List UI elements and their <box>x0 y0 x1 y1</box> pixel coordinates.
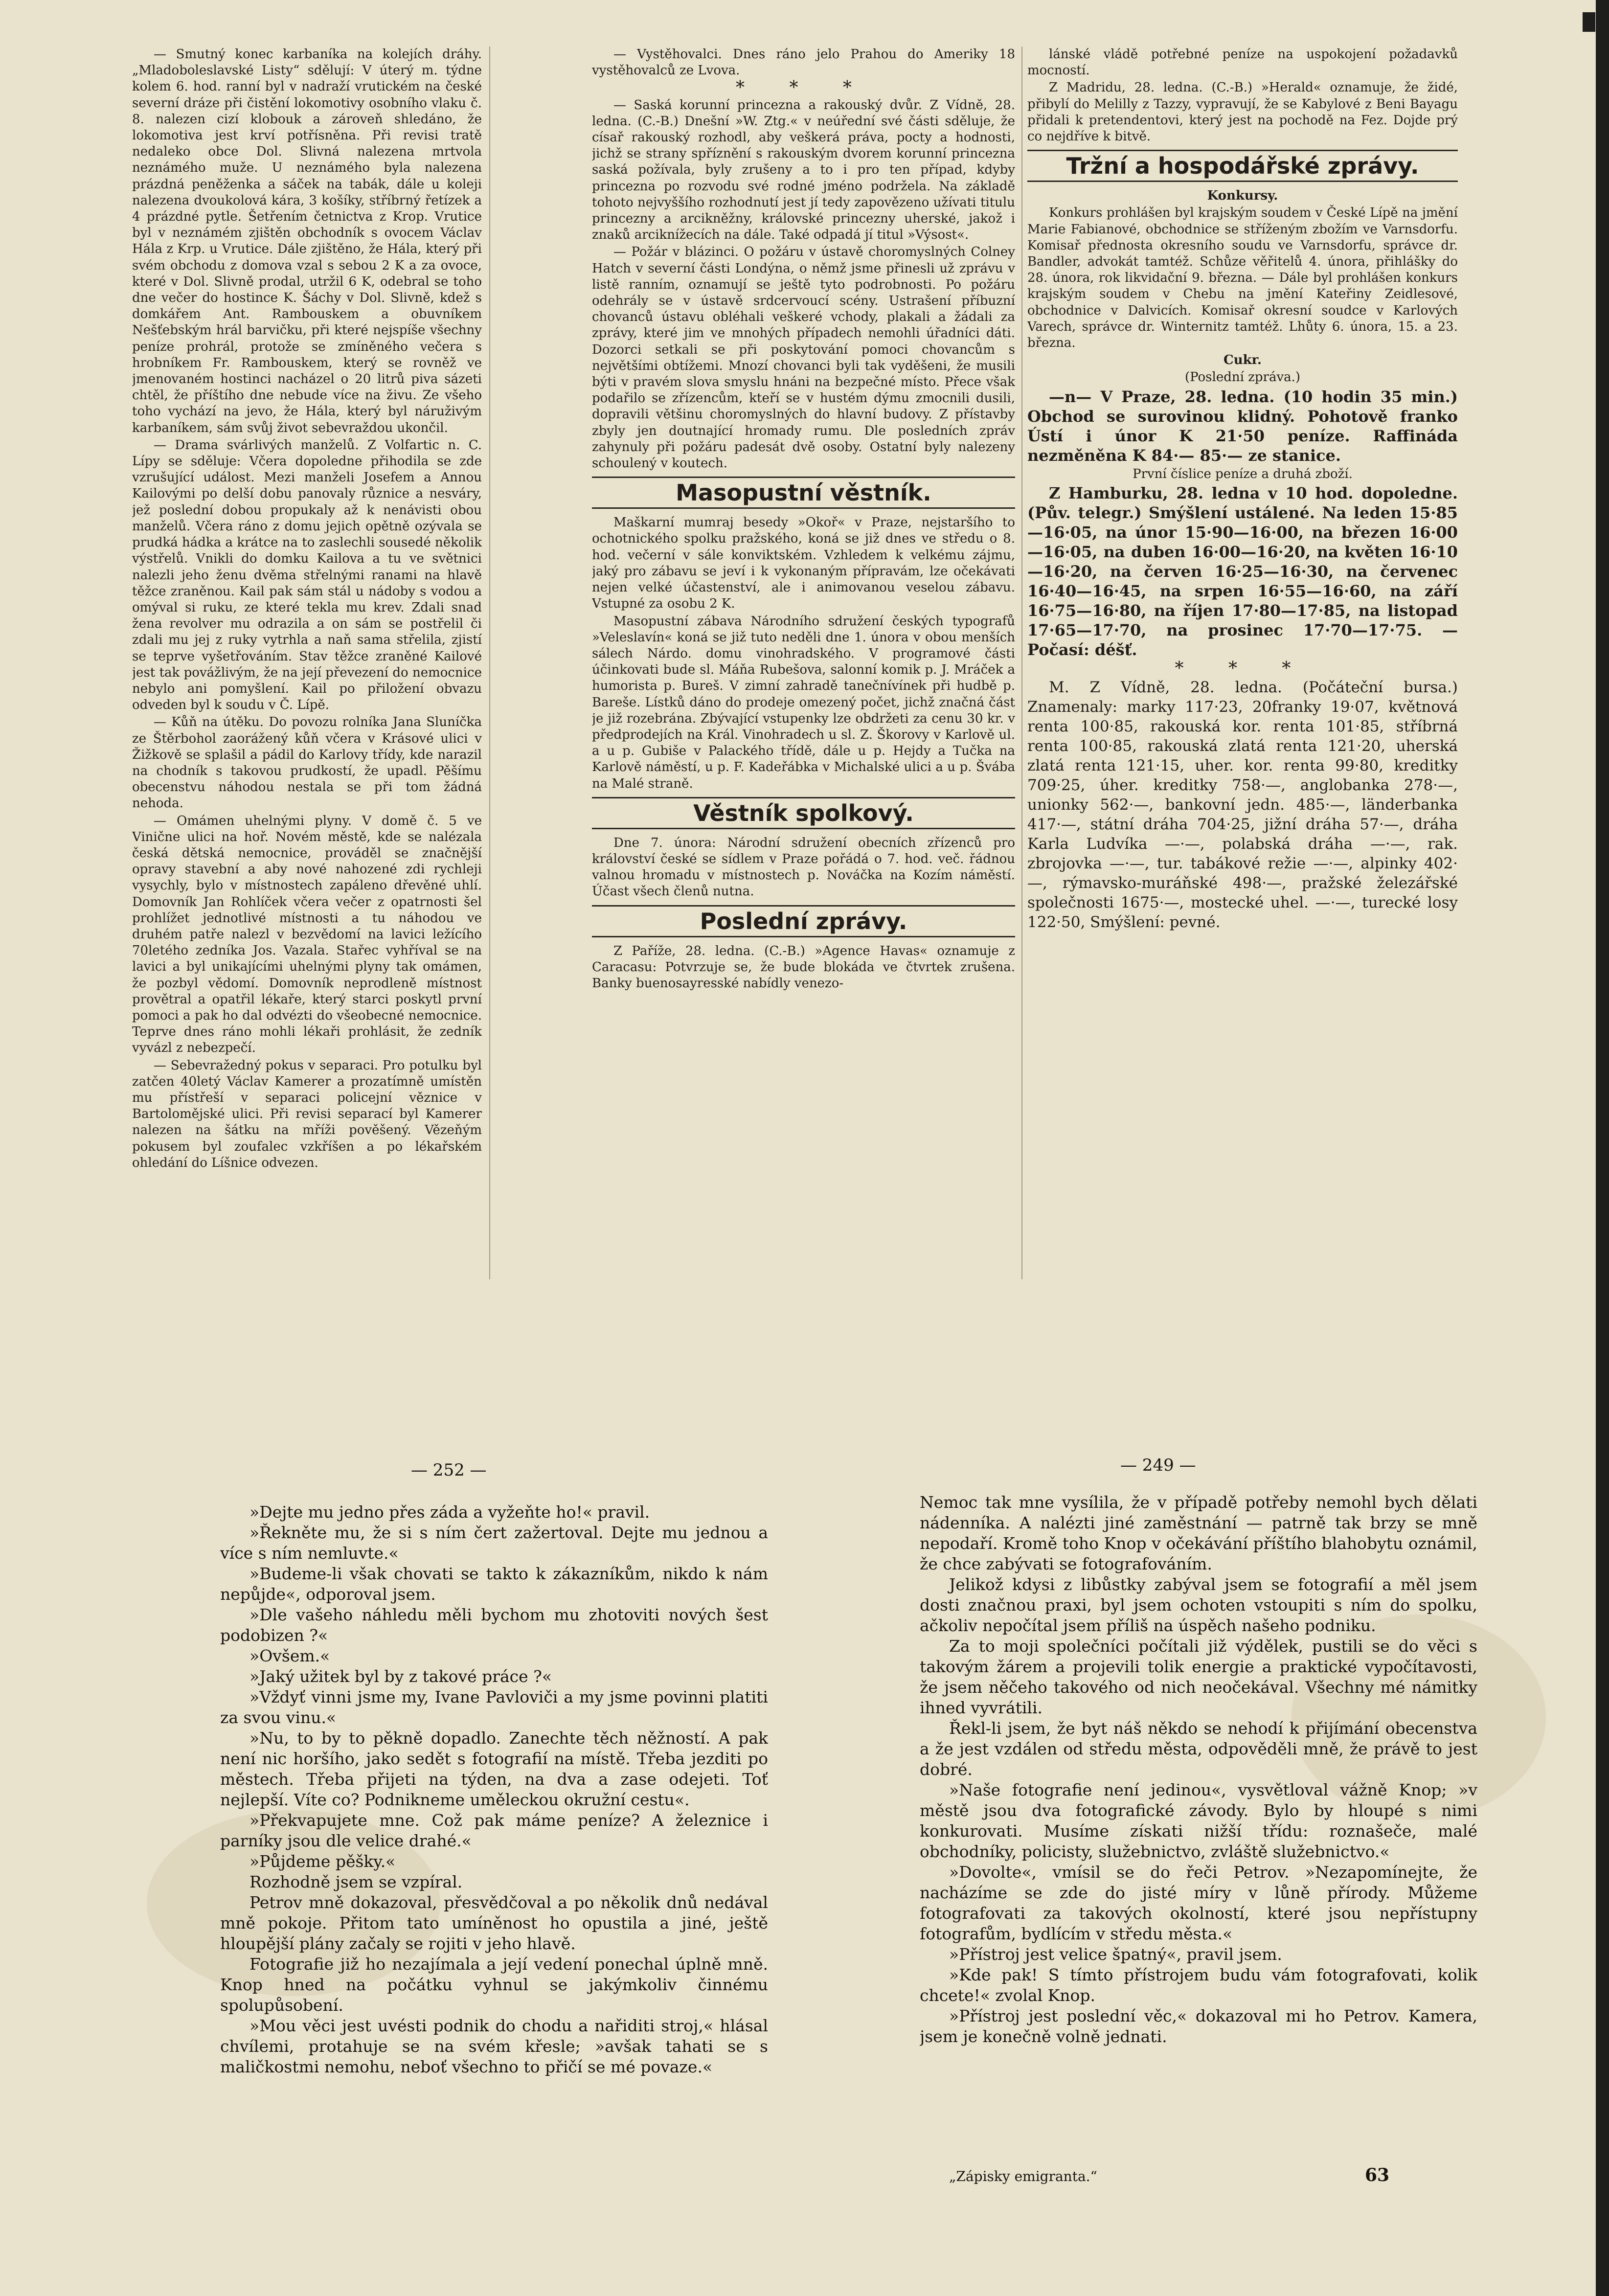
footer-title: „Zápisky emigranta.“ <box>949 2168 1097 2184</box>
news-article: — Saská korunní princezna a rakouský dvůr. Z Vídně, 28. ledna. (C.-B.) Dnešní »W. Ztg.« v neúřední své části sděluje, že císař rakouský rozhodl, aby veškerá práva, pocty a hodnosti, jichž se strany spříznění s rakouským dvorem korunní princezna saská požívala, byly zrušeny a to i pro ten případ, kdyby princezna po rozvodu své rodné jméno podržela. Na základě tohoto nejvyššího rozhodnutí jest jí tedy zapovězeno užívati titulu princezny a arcikněžny, královské princezny uherské, jakož i znaků arciknížecích na dále. Také odpadá jí titul »Výsost«. <box>592 97 1015 243</box>
separator-stars: * * * <box>1175 658 1311 679</box>
book-paragraph: »Přístroj jest poslední věc,« dokazoval mi ho Petrov. Kamera, jsem je konečně volně jednati. <box>920 2006 1477 2046</box>
column-rule <box>489 46 490 1279</box>
section-heading: Masopustní věstník. <box>592 477 1015 509</box>
page-number: — 252 — <box>411 1460 487 1480</box>
news-article: — Drama svárlivých manželů. Z Volfartic n. C. Lípy se sděluje: Včera dopoledne přihodila se zde vzrušující událost. Mezi manželi Josefem a Annou Kailovými po delší dobu panovaly různice a nesváry, jež poslední dobou propukaly až k nenávisti obou manželů. Včera ráno z domu jejich opětně ozývala se prudká hádka a krátce na to zaslechli sousedé několik výstřelů. Vnikli do domku Kailova a tu ve světnici nalezli jeho ženu dvěma střelnými ranami na hlavě těžce zraněnou. Kail pak sám stál u nádoby s vodou a omýval si ruku, ze které tekla mu krev. Zdali snad žena revolver mu odrazila a on sám se postřelil či zdali mu jej z ruky vytrhla a naň sama střelila, zjistí se teprve vyšetřováním. Stav těžce zraněné Kailové jest tak povážlivým, že na její převezení do nemocnice nebylo ani pomyšlení. Kail po přiložení obvazu odveden byl k soudu v Č. Lípě. <box>132 437 482 713</box>
book-paragraph: Fotografie již ho nezajímala a její vedení ponechal úplně mně. Knop hned na počátku vyhnul se jakýmkoliv činnému spolupůsobení. <box>220 1955 768 2015</box>
market-report: M. Z Vídně, 28. ledna. (Počáteční bursa.) Znamenaly: marky 117·23, 20franky 19·07, květnová renta 100·85, rakouská kor. renta 101·85, stříbrná renta 100·85, rakouská zlatá renta 121·20, uherská zlatá renta 121·15, uher. kor. renta 99·80, kreditky 709·25, úher. kreditky 758·—, anglobanka 278·—, unionky 562·—, bankovní jedn. 485·—, länderbanka 417·—, státní dráha 704·25, jižní dráha 57·—, dráha Karla Ludvíka —·—, polabská dráha —·—, rak. zbrojovka —·—, tur. tabákové režie —·—, alpinky 402·—, rýmavsko-muráňské 498·—, pražské železářské společnosti 1675·—, mostecké uhel. —·—, turecké losy 122·50, Smýšlení: pevné. <box>1027 679 1458 932</box>
book-paragraph: Řekl-li jsem, že byt náš někdo se nehodí k přijímání obecenstva a že jest vzdálen od středu města, odpověděli mně, že právě to jest dobré. <box>920 1719 1477 1779</box>
section-heading: Věstník spolkový. <box>592 797 1015 829</box>
book-paragraph: »Ovšem.« <box>249 1646 330 1665</box>
book-paragraph: »Mou věci jest uvésti podnik do chodu a nařiditi stroj,« hlásal chvílemi, protahuje se na svém křesle; »avšak tahati se s maličkostmi nemohu, neboť všechno to přičí se mé povaze.« <box>220 2016 768 2076</box>
news-article: Konkurs prohlášen byl krajským soudem v České Lípě na jmění Marie Fabianové, obchodnice se stříženým zbožím ve Varnsdorfu. Komisař přednosta okresního soudu ve Varnsdorfu, správce dr. Bandler, advokát tamtéž. Schůze věřitelů 4. února, přihlášky do 28. února, rok likvidační 9. března. — Dále byl prohlášen konkurs krajským soudem v Chebu na jmění Kateřiny Zeidlesové, obchodnice v Dalvicích. Komisař okresní soudce v Karlových Varech, správce dr. Winternitz tamtéž. Lhůty 6. února, 15. a 23. března. <box>1027 205 1458 351</box>
news-column-3 <box>1027 46 1458 1270</box>
news-article: Maškarní mumraj besedy »Okoř« v Praze, nejstaršího to ochotnického spolku pražského, koná se již dnes ve středu o 8. hod. večerní v sále konviktském. Vzhledem k velkému zájmu, jaký pro zábavu se jeví i k vykonaným přípravám, lze očekávati nejen velké účastenství, ale i animovanou veselou zábavu. Vstupné za osobu 2 K. <box>592 515 1015 612</box>
market-report: Z Hamburku, 28. ledna v 10 hod. dopoledne. (Pův. telegr.) Smýšlení ustálené. Na leden 15·85—16·05, na únor 15·90—16·00, na březen 16·00—16·05, na duben 16·00—16·20, na květen 16·10—16·20, na červen 16·25—16·30, na červenec 16·40—16·45, na srpen 16·55—16·60, na září 16·75—16·80, na říjen 17·80—17·85, na listopad 17·65—17·70, na prosinec 17·70—17·75. — Počasí: déšť. <box>1027 483 1458 659</box>
book-paragraph: Nemoc tak mne vysílila, že v případě potřeby nemohl bych dělati nádenníka. A nalézti jiné zaměstnání — patrně tak brzy se mně nepodaří. Kromě toho Knop v očekávání příštího blahobytu oznámil, že chce zabývati se fotografováním. <box>920 1493 1477 1573</box>
news-column-1 <box>132 46 482 1270</box>
section-heading: Poslední zprávy. <box>592 905 1015 937</box>
book-paragraph: Za to moji společníci počítali již výdělek, pustili se do věci s takovým žárem a projevili tolik energie a praktické vypočítavosti, že jsem něčeho takového od nich neočekával. Všechny mé námitky ihned vyvrátili. <box>920 1637 1477 1717</box>
section-heading: Tržní a hospodářské zprávy. <box>1027 150 1458 182</box>
news-article: — Smutný konec karbaníka na kolejích dráhy. „Mladoboleslavské Listy“ sdělují: V úterý m. týdne kolem 6. hod. ranní byl v nadraží vrutickém na české severní dráze při čistění lokomotivy osobního vlaku č. 8. nalezen cizí klobouk a zároveň shledáno, že lokomotiva jest krví potřísněna. Při revisi tratě nedaleko obce Dol. Slivná nalezena mrtvola neznámého muže. U neznámého byla nalezena prázdná peněženka a sáček na tabák, dále u koleji nalezena dvoukolová kára, 3 košíky, stříbrný řetízek a 4 prázdné pytle. Šetřením četnictva z Krop. Vrutice byl v neznámém zjištěn obchodník s ovocem Václav Hála z Krp. u Vrutice. Dále zjištěno, že Hála, který při svém obchodu z domova vzal s sebou 2 K a za ovoce, které v Dol. Slivně prodal, utržil 6 K, odebral se toho dne večer do hostince K. Šáchy v Dol. Slivně, kdež s domkářem Ant. Rambouskem a obuvníkem Nešťebským hrál barvičku, při které nejspíše všechny peníze prohrál, protože se zmíněného večera s hrobníkem Fr. Rambouskem, který se rovněž ve jmenovaném hostinci nacházel o 20 litrů piva sázeti chtěl, že příštího dne nebude více na živu. Ze všeho toho vychází na jevo, že Hála, který byl náruživým karbaníkem, sám svůj život sebevraždou ukončil. <box>132 47 482 435</box>
market-note: První číslice peníze a druhá zboží. <box>1133 466 1353 481</box>
book-paragraph: »Řekněte mu, že si s ním čert zažertoval. Dejte mu jednou a více s ním nemluvte.« <box>220 1523 768 1563</box>
book-page-right <box>920 1492 1477 2162</box>
subsection-heading: Konkursy. <box>1207 188 1278 204</box>
book-paragraph: »Dle vašeho náhledu měli bychom mu zhotoviti nových šest podobizen ?« <box>220 1605 768 1645</box>
book-page-left <box>220 1502 768 2118</box>
news-article: lánské vládě potřebné peníze na uspokojení požadavků mocností. <box>1027 47 1458 78</box>
book-paragraph: »Překvapujete mne. Což pak máme peníze? A železnice i parníky jsou dle velice drahé.« <box>220 1811 768 1850</box>
book-paragraph: Jelikož kdysi z libůstky zabýval jsem se fotografií a měl jsem dosti značnou praxi, byl jsem ochoten vstoupiti s ním do spolku, ačkoliv nepočítal jsem příliš na úspěch našeho podniku. <box>920 1575 1477 1635</box>
binding-tab <box>1583 12 1595 32</box>
binding-edge <box>1596 0 1609 2296</box>
book-paragraph: »Dejte mu jedno přes záda a vyžeňte ho!« pravil. <box>249 1502 650 1522</box>
news-article: Z Madridu, 28. ledna. (C.-B.) »Herald« oznamuje, že židé, přibylí do Melilly z Tazzy, vypravují, že se Kabylové z Beni Bayagu přidali k pretendentovi, který jest na pochodě na Fez. Dojde prý co nejdříve k bitvě. <box>1027 80 1458 144</box>
market-report: —n— V Praze, 28. ledna. (10 hodin 35 min.) Obchod se surovinou klidný. Pohotově franko Ústí i únor K 21·50 peníze. Raffináda nezměněna K 84·— 85·— ze stanice. <box>1027 387 1458 465</box>
page-number: — 249 — <box>1120 1455 1196 1475</box>
news-article: — Kůň na útěku. Do povozu rolníka Jana Sluníčka ze Štěrbohol zaorážený kůň včera v Krásové ulici v Žižkově se splašil a pádil do Karlovy třídy, kde narazil na chodník s takovou prudkostí, že upadl. Pěšímu obecenstvu náhodou nestala se při tom žádná nehoda. <box>132 715 482 811</box>
subsection-note: (Poslední zpráva.) <box>1184 370 1301 385</box>
book-paragraph: »Přístroj jest velice špatný«, pravil jsem. <box>949 1945 1282 1964</box>
news-column-2 <box>592 46 1015 1274</box>
column-rule <box>1021 46 1022 1279</box>
news-article: Masopustní zábava Národního sdružení českých typografů »Veleslavín« koná se již tuto neděli dne 1. února v obou menších sálech Nárdo. domu vinohradského. V programové části účinkovati bude sl. Máňa Rubešova, salonní komik p. J. Mráček a humorista p. Bureš. V zimní zahradě tanečnívínek při hudbě p. Bareše. Lístků dáno do prodeje omezený počet, jichž značná část je již rozebrána. Zbývající vstupenky lze obdržeti za cenu 30 kr. v předprodejích na Král. Vinohradech u sl. Z. Škorovy v Karlově ul. a u p. Gubiše v Palackého třídě, dále u p. Hejdy a Tučka na Karlově náměstí, u p. F. Kadeřábka v Michalské ulici a u p. Švába na Malé straně. <box>592 614 1015 791</box>
book-paragraph: »Jaký užitek byl by z takové práce ?« <box>249 1667 552 1686</box>
book-paragraph: »Vždyť vinni jsme my, Ivane Pavloviči a my jsme povinni platiti za svou vinu.« <box>220 1687 768 1727</box>
news-article: — Požár v blázinci. O požáru v ústavě choromyslných Colney Hatch v severní části Londýna, o němž jsme přinesli už zprávu v listě ranním, oznamují se ještě tyto podrobnosti. Po požáru odehrály se v ústavě srdcervoucí scény. Ustrašení příbuzní chovanců ústavu obléhali veškeré vchody, plakali a žádali za zprávy, které jim ve mnohých případech nemohli úřadníci dáti. Dozorci setkali se při poskytování pomoci chovancům s největšími obtížemi. Mnozí chovanci byli tak vyděšeni, že musili býti v pravém slova smyslu hnáni na bezpečné místo. Přece však podařilo se zřízencům, kteří se v hustém dýmu zmocnili dusili, dopravili většinu choromyslných do hlavní budovy. Z přístavby zbyly jen doutnající hromady rumu. Dle posledních zpráv zahynuly při požáru padesát dvě osoby. Ostatní byly nalezeny schoulený v koutech. <box>592 245 1015 471</box>
news-article: — Sebevražedný pokus v separaci. Pro potulku byl zatčen 40letý Václav Kamerer a prozatímně umístěn mu přístřeší v separaci policejní věznice v Bartolomějské ulici. Při revisi separací byl Kamerer nalezen na šátku na mříži pověšený. Vězeňým pokusem byl zoufalec vzkříšen a po lékařském ohledání do Líšnice odvezen. <box>132 1058 482 1170</box>
book-paragraph: »Kde pak! S tímto přístrojem budu vám fotografovati, kolik chcete!« zvolal Knop. <box>920 1965 1477 2005</box>
separator-stars: * * * <box>736 78 871 98</box>
book-paragraph: Rozhodně jsem se vzpíral. <box>249 1872 463 1891</box>
book-paragraph: »Půjdeme pěšky.« <box>249 1852 396 1871</box>
book-paragraph: »Nu, to by to pěkně dopadlo. Zanechte těch něžností. A pak není nic horšího, jako sedět s fotografií na místě. Třeba jezditi po městech. Třeba přijeti na týden, na dva a zase odejeti. Toť nejlepší. Víte co? Podnikneme uměleckou okružní cestu«. <box>220 1728 768 1809</box>
news-article: — Vystěhovalci. Dnes ráno jelo Prahou do Ameriky 18 vystěhovalců ze Lvova. <box>592 47 1015 78</box>
footer-page-number: 63 <box>1365 2165 1390 2185</box>
book-paragraph: »Dovolte«, vmísil se do řeči Petrov. »Nezapomínejte, že nacházíme se zde do jisté míry v lůně přírody. Můžeme fotografovati za takových okolností, které jsou nepřístupny fotografům, bydlícím v středu města.« <box>920 1863 1477 1943</box>
book-paragraph: »Naše fotografie není jedinou«, vysvětloval vážně Knop; »v městě jsou dva fotografické závody. Bylo by hloupé s nimi konkurovati. Musíme získati nižší třídu: roznašeče, malé obchodníky, policisty, služebnictvo, zvláště služebnictvo.« <box>920 1780 1477 1861</box>
book-paragraph: »Budeme-li však chovati se takto k zákazníkům, nikdo k nám nepůjde«, odporoval jsem. <box>220 1564 768 1604</box>
book-paragraph: Petrov mně dokazoval, přesvědčoval a po několik dnů nedával mně pokoje. Přitom tato umíněnost ho opustila a jiné, ještě hloupější plány začaly se rojiti v jeho hlavě. <box>220 1893 768 1953</box>
news-article: Z Paříže, 28. ledna. (C.-B.) »Agence Havas« oznamuje z Caracasu: Potvrzuje se, že bude blokáda ve čtvrtek zrušena. Banky buenosayresské nabídly venezo- <box>592 943 1015 991</box>
subsection-heading: Cukr. <box>1224 353 1262 368</box>
news-article: Dne 7. února: Národní sdružení obecních zřízenců pro království české se sídlem v Praze pořádá o 7. hod. več. řádnou valnou hromadu v místnostech p. Nováčka na Kozím náměstí. Účast všech členů nutna. <box>592 835 1015 899</box>
news-article: — Omámen uhelnými plyny. V domě č. 5 ve Vinične ulici na hoř. Novém městě, kde se nalézala česká dětská nemocnice, prováděl se značnější opravy stavební a aby nové nahozené zdi rychleji vysychly, bylo v místnostech zapáleno dřevěné uhlí. Domovník Jan Rohlíček včera večer z opatrnosti šel prohlížet jednotlivé místnosti a tu náhodou ve druhém patře nalezl v bezvědomí na lavici ležícího 70letého zedníka Jos. Vazala. Stařec vyhříval se na lavici a byl unikajícími uhelnými plyny tak omámen, že pozbyl vědomí. Domovník neprodleně místnost provětral a opatřil lékaře, který starci poskytl první pomoci a pak ho dal odvézti do všeobecné nemocnice. Teprve dnes ráno mohli lékaři prohlásit, že zedník vyvázl z nebezpečí. <box>132 813 482 1056</box>
